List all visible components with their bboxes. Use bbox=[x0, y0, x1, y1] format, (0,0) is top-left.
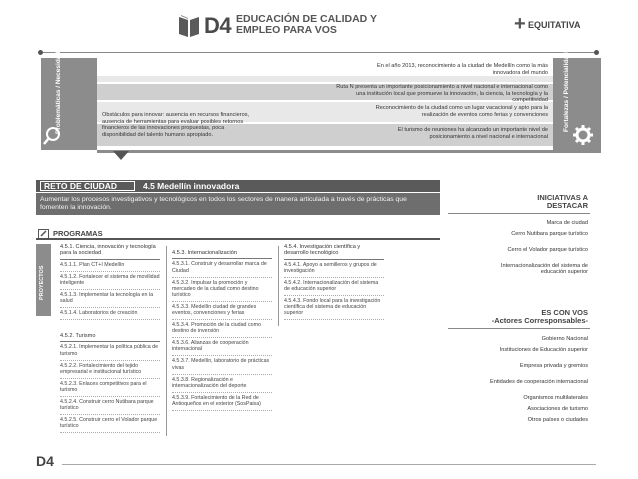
project-item: 4.5.3.4. Promoción de la ciudad como destino de inversión bbox=[172, 320, 272, 338]
plus-icon: + bbox=[514, 13, 526, 35]
band-bottom-bar bbox=[97, 150, 601, 153]
project-item: 4.5.4.1. Apoyo a semilleros y grupos de investigación bbox=[284, 260, 384, 278]
iniciativa-item: Cerro el Volador parque turístico bbox=[507, 247, 588, 253]
iniciativas-heading bbox=[470, 194, 588, 210]
program-col-1b bbox=[60, 333, 160, 433]
proyectos-label: PROYECTOS bbox=[39, 265, 45, 300]
project-item: 4.5.4.2. Internacionalización del sistema de educación superior bbox=[284, 278, 384, 296]
project-item: 4.5.3.8. Regionalización e internacionalización del deporte bbox=[172, 375, 272, 393]
iniciativas-heading-line1: INICIATIVAS A bbox=[537, 193, 588, 202]
iniciativa-item: Marca de ciudad bbox=[546, 220, 588, 226]
actor-item: Asociaciones de turismo bbox=[527, 406, 588, 412]
project-item: 4.5.3.6. Alianzas de cooperación internacional bbox=[172, 338, 272, 356]
project-item: 4.5.2.3. Enlaces competitivos para el turismo bbox=[60, 379, 160, 397]
iniciativas-heading-line2: DESTACAR bbox=[546, 201, 588, 210]
actores-heading-line1: ES CON VOS bbox=[541, 308, 588, 317]
book-icon bbox=[178, 14, 200, 38]
project-item: 4.5.1.2. Fortalecer el sistema de movilidad inteligente bbox=[60, 272, 160, 290]
reto-description: Aumentar los procesos investigativos y tecnológicos en todos los sectores de manera articulada a través de prácticas que fomenten la innovación. bbox=[36, 193, 440, 215]
iniciativa-item: Internacionalización del sistema de educación superior bbox=[500, 263, 588, 276]
strength-4: El turismo de reuniones ha alcanzado un importante nivel de posicionamiento a nivel nacional e internacional bbox=[397, 127, 548, 140]
project-item: 4.5.2.5. Construir cerro el Volador parque turístico bbox=[60, 415, 160, 433]
program-col-3 bbox=[284, 244, 384, 320]
band-row-1 bbox=[97, 76, 553, 82]
footer-brand: D4 bbox=[36, 453, 54, 469]
footer-divider bbox=[62, 464, 596, 465]
reto-tag: RETO DE CIUDAD bbox=[40, 181, 135, 191]
header-tagline-line2: EMPLEO PARA VOS bbox=[236, 24, 337, 36]
project-item: 4.5.3.9. Fortalecimiento de la Red de Antioqueños en el exterior (SosPaisa) bbox=[172, 393, 272, 411]
project-item: 4.5.2.2. Fortalecimiento del tejido empresarial e institucional turístico bbox=[60, 361, 160, 379]
strength-2: Ruta N presenta un importante posicionamiento a nivel nacional e internacional como una institución local que promueve la innovación, la ciencia, la tecnología y la competitividad bbox=[336, 84, 548, 104]
magnifier-icon bbox=[42, 126, 62, 146]
column-separator bbox=[278, 246, 279, 326]
actor-item: Empresa privada y gremios bbox=[519, 363, 588, 369]
actores-heading-line2: -Actores Corresponsables- bbox=[491, 316, 588, 325]
project-item: 4.5.3.3. Medellín ciudad de grandes eventos, convenciones y ferias bbox=[172, 302, 272, 320]
problems-vertical-label: Problemáticas / Necesidades bbox=[55, 44, 62, 134]
strength-1: En el año 2013, reconocimiento a la ciudad de Medellín como la más innovadora del mundo bbox=[376, 63, 548, 76]
program-col-1 bbox=[60, 244, 160, 320]
project-item: 4.5.1.1. Plan CT+I Medellín bbox=[60, 260, 160, 272]
actor-item: Gobierno Nacional bbox=[541, 336, 588, 342]
header-tagline bbox=[236, 14, 377, 36]
program-heading: 4.5.4. Investigación científica y desarrollo tecnológico bbox=[284, 244, 384, 260]
program-col-2 bbox=[172, 250, 272, 411]
actor-item: Instituciones de Educación superior bbox=[499, 347, 588, 353]
actor-item: Entidades de cooperación internacional bbox=[490, 379, 588, 385]
header-tagline-line1: EDUCACIÓN DE CALIDAD Y bbox=[236, 13, 377, 25]
actor-item: Otros países o ciudades bbox=[527, 417, 588, 423]
project-item: 4.5.2.4. Construir cerro Nutibara parque turístico bbox=[60, 397, 160, 415]
actores-heading bbox=[450, 309, 588, 325]
reto-title: 4.5 Medellín innovadora bbox=[143, 181, 240, 191]
project-item: 4.5.3.1. Construir y desarrollar marca de Ciudad bbox=[172, 259, 272, 277]
project-item: 4.5.2.1. Implementar la política pública de turismo bbox=[60, 342, 160, 360]
project-item: 4.5.1.4. Laboratorios de creación bbox=[60, 308, 160, 320]
header-right-label: EQUITATIVA bbox=[528, 20, 581, 30]
iniciativa-item: Cerro Nutibara parque turístico bbox=[511, 231, 588, 237]
project-item: 4.5.3.7. Medellín, laboratorio de prácticas vivas bbox=[172, 356, 272, 374]
strengths-vertical-label: Fortalezas / Potencialidades bbox=[563, 44, 570, 132]
project-item: 4.5.1.3. Implementar la tecnología en la salud bbox=[60, 290, 160, 308]
down-arrow-icon bbox=[113, 151, 129, 160]
project-item: 4.5.3.2. Impulsar la promoción y mercadeo de la ciudad como destino turístico bbox=[172, 278, 272, 302]
divider-dot-right bbox=[594, 50, 599, 55]
program-heading: 4.5.2. Turismo bbox=[60, 333, 160, 342]
gear-icon bbox=[572, 124, 594, 146]
header-brand: D4 bbox=[204, 13, 232, 38]
programas-title: PROGRAMAS bbox=[53, 229, 103, 238]
actores-divider bbox=[448, 328, 590, 329]
program-heading: 4.5.3. Internacionalización bbox=[172, 250, 272, 259]
obstacles-text: Obstáculos para innovar: ausencia en recursos financieros, ausencia de herramientas para evaluar posibles retornos financieros de las innovaciones propuestas, poca disponibilidad del talento humano apropiado. bbox=[102, 112, 250, 138]
divider-dot-left bbox=[38, 50, 43, 55]
top-divider bbox=[40, 52, 596, 53]
strength-3: Reconocimiento de la ciudad como un lugar vacacional y apto para la realización de eventos como ferias y convenciones bbox=[375, 105, 548, 118]
program-heading: 4.5.1. Ciencia, innovación y tecnología para la sociedad bbox=[60, 244, 160, 260]
pencil-icon bbox=[38, 229, 49, 239]
iniciativas-divider bbox=[448, 213, 590, 214]
column-separator bbox=[166, 246, 167, 436]
project-item: 4.5.4.3. Fondo local para la investigación científica del sistema de educación superior bbox=[284, 296, 384, 320]
actor-item: Organismos multilaterales bbox=[523, 395, 588, 401]
